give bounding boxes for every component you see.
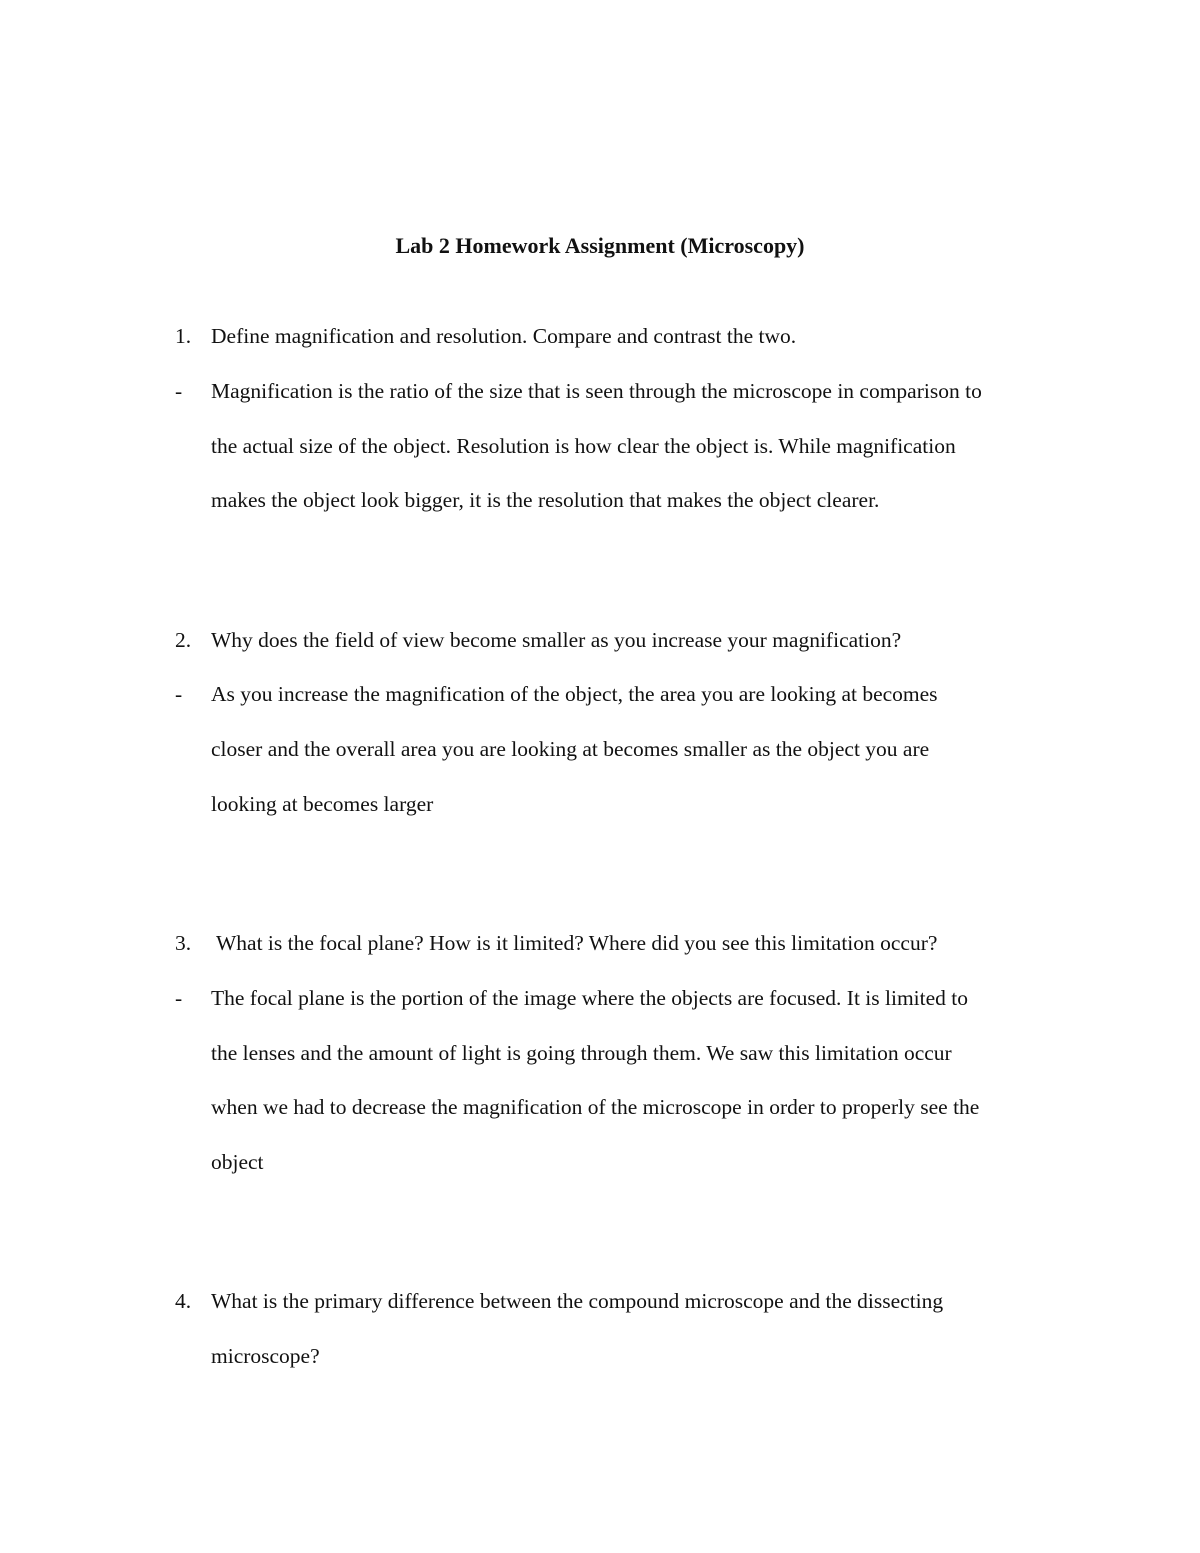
answer-text: when we had to decrease the magnification of the microscope in order to properly see the	[211, 1095, 980, 1119]
answer-dash: -	[175, 682, 183, 706]
answer-text: closer and the overall area you are looking at becomes smaller as the object you are	[211, 737, 930, 761]
answer-text: The focal plane is the portion of the image where the objects are focused. It is limited to	[211, 986, 969, 1010]
question-text: What is the primary difference between the compound microscope and the dissecting	[211, 1289, 944, 1313]
answer-text: makes the object look bigger, it is the resolution that makes the object clearer.	[211, 488, 880, 512]
answer-text: object	[211, 1150, 264, 1174]
question-text: microscope?	[211, 1344, 320, 1368]
answer-dash: -	[175, 986, 183, 1010]
question-number: 2.	[175, 628, 192, 652]
document-title: Lab 2 Homework Assignment (Microscopy)	[395, 233, 805, 258]
answer-text: the actual size of the object. Resolution is how clear the object is. While magnification	[211, 434, 956, 458]
question-number: 3.	[175, 931, 192, 955]
answer-text: looking at becomes larger	[211, 792, 434, 816]
question-text: What is the focal plane? How is it limited? Where did you see this limitation occur?	[211, 931, 938, 955]
question-text: Why does the field of view become smaller as you increase your magnification?	[211, 628, 902, 652]
answer-text: the lenses and the amount of light is going through them. We saw this limitation occur	[211, 1041, 952, 1065]
answer-text: As you increase the magnification of the object, the area you are looking at becomes	[211, 682, 938, 706]
answer-dash: -	[175, 379, 183, 403]
answer-text: Magnification is the ratio of the size that is seen through the microscope in comparison to	[211, 379, 982, 403]
question-text: Define magnification and resolution. Compare and contrast the two.	[211, 324, 797, 348]
question-number: 4.	[175, 1289, 192, 1313]
question-number: 1.	[175, 324, 192, 348]
